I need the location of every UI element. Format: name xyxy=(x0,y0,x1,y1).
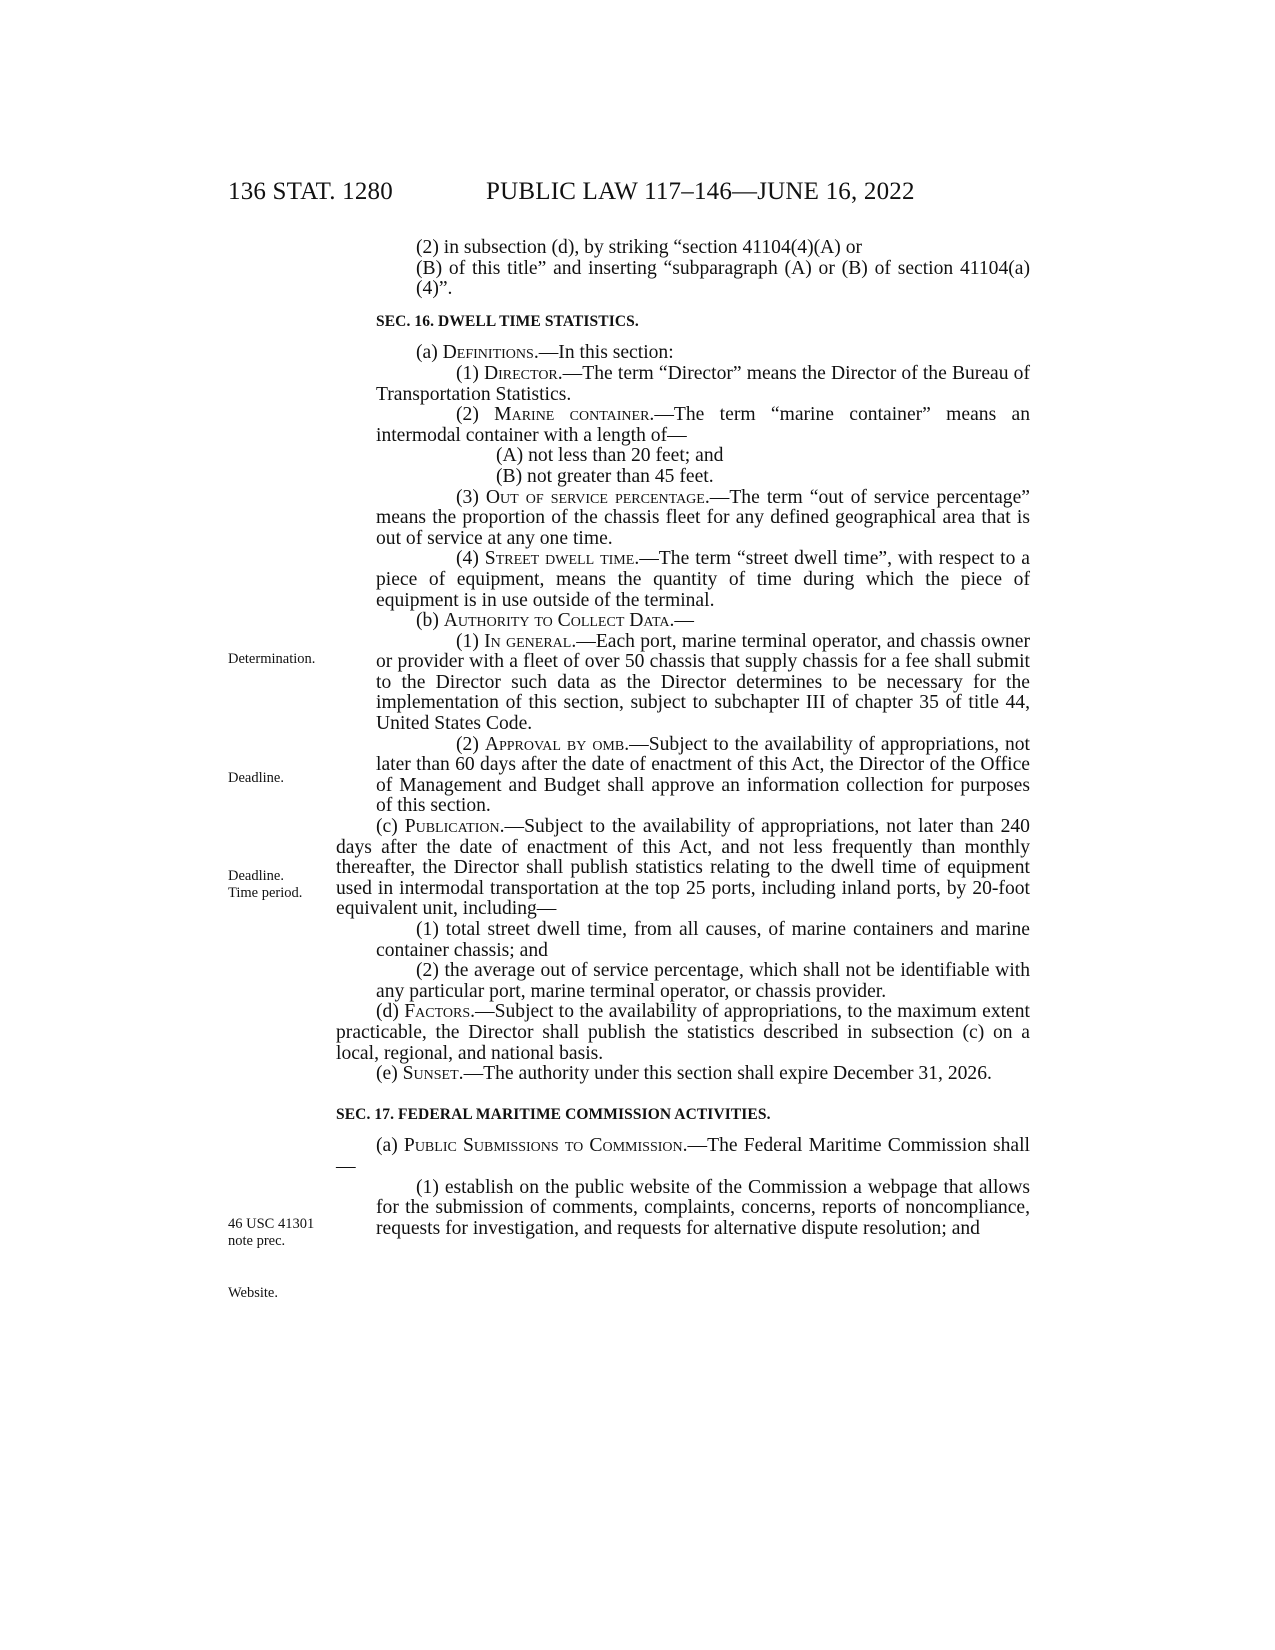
label: (b) xyxy=(416,610,444,632)
section-17-title: SEC. 17. FEDERAL MARITIME COMMISSION ACTIVITIES. xyxy=(336,1105,771,1123)
subsection-c xyxy=(336,817,1030,920)
heading: Director xyxy=(483,362,558,384)
text: .— xyxy=(669,610,695,632)
label: (a) xyxy=(376,1135,404,1157)
subsection-e xyxy=(336,1064,1030,1085)
paragraph-b1 xyxy=(376,632,1030,735)
text: .—The authority under this section shall expire December 31, 2026. xyxy=(458,1063,992,1085)
heading: Public Submissions to Commission xyxy=(403,1135,683,1157)
text: .—The Federal Maritime Commission shall— xyxy=(336,1135,1030,1177)
page-stat-citation: 136 STAT. 1280 xyxy=(228,178,393,205)
label: (e) xyxy=(376,1063,403,1085)
margin-note-deadline-2: Deadline. xyxy=(228,868,284,884)
heading: Street dwell time xyxy=(484,548,635,570)
heading: Out of service percentage xyxy=(485,486,705,508)
text: .—The term “marine container” means an intermodal container with a length of— xyxy=(376,404,1031,446)
label: (4) xyxy=(456,548,485,570)
margin-note-time-period: Time period. xyxy=(228,885,303,901)
label: (1) xyxy=(456,362,484,384)
page-header-title: PUBLIC LAW 117–146—JUNE 16, 2022 xyxy=(486,178,915,205)
label: (2) xyxy=(456,404,495,426)
text: .—Subject to the availability of appropriations, not later than 60 days after the date of enactment of this Act, the Director of the Office of Management and Budget shall approve an information collection for purposes of this section. xyxy=(376,733,1030,817)
label: (2) xyxy=(456,733,485,755)
subsection-d xyxy=(336,1002,1030,1064)
paragraph-intro-cont: (B) of this title” and inserting “subparagraph (A) or (B) of section 41104(a)(4)”. xyxy=(416,257,1030,300)
text: .—The term “Director” means the Director of the Bureau of Transportation Statistics. xyxy=(376,362,1030,405)
paragraph-a3 xyxy=(376,488,1030,550)
document-body xyxy=(336,237,1031,1239)
text: .—The term “street dwell time”, with respect to a piece of equipment, means the quantity of time during which the piece of equipment is in use outside of the terminal. xyxy=(376,548,1030,611)
label: (3) xyxy=(456,486,486,508)
text: .—In this section: xyxy=(533,342,674,364)
text: .—The term “out of service percentage” means the proportion of the chassis fleet for any defined geographical area that is out of service at any one time. xyxy=(376,486,1031,549)
heading: Factors xyxy=(404,1001,471,1023)
section-17-subsection-a xyxy=(336,1136,1030,1177)
label: (a) xyxy=(416,342,443,364)
heading: Definitions xyxy=(442,342,534,364)
heading: Sunset xyxy=(402,1063,459,1085)
subparagraph-a2A: (A) not less than 20 feet; and xyxy=(496,445,724,467)
subsection-b xyxy=(376,611,1030,632)
paragraph-b2 xyxy=(376,735,1030,817)
margin-note-determination: Determination. xyxy=(228,651,316,667)
text: .—Subject to the availability of appropriations, to the maximum extent practicable, the Director shall publish the statistics described in subsection (c) on a local, regional, and national basis. xyxy=(336,1001,1030,1064)
paragraph-a1 xyxy=(376,364,1030,405)
paragraph-c1: (1) total street dwell time, from all causes, of marine containers and marine container chassis; and xyxy=(376,919,1030,961)
heading: In general xyxy=(484,630,572,652)
section-17-paragraph-a1: (1) establish on the public website of the Commission a webpage that allows for the submission of comments, complaints, concerns, reports of noncompliance, requests for investigation, and requests for alternative dispute resolution; and xyxy=(376,1176,1030,1239)
paragraph-a2 xyxy=(376,405,1030,446)
subsection-a xyxy=(376,343,1030,364)
paragraph-intro-line xyxy=(416,238,1030,259)
subparagraph-a2B: (B) not greater than 45 feet. xyxy=(496,465,714,487)
margin-note-usc-citation: 46 USC 41301 xyxy=(228,1216,315,1232)
paragraph-c2: (2) the average out of service percentage, which shall not be identifiable with any particular port, marine terminal operator, or chassis provider. xyxy=(376,960,1030,1002)
heading: Marine container xyxy=(494,404,650,426)
label: (1) xyxy=(456,630,485,652)
heading: Approval by omb xyxy=(484,733,625,755)
margin-note-website: Website. xyxy=(228,1285,278,1301)
label: (d) xyxy=(376,1001,405,1023)
heading: Authority to Collect Data xyxy=(443,610,670,632)
text: .—Each port, marine terminal operator, and chassis owner or provider with a fleet of over 50 chassis that supply chassis for a fee shall submit to the Director such data as the Director determines to be necessary for the implementation of this section, subject to subchapter III of chapter 35 of title 44, United States Code. xyxy=(376,630,1031,735)
paragraph-a4 xyxy=(376,549,1030,611)
heading: Publication xyxy=(404,816,500,838)
margin-note-usc-note: note prec. xyxy=(228,1233,286,1249)
text-span: (2) in subsection (d), by striking “section 41104(4)(A) or xyxy=(416,237,863,258)
section-16-title: SEC. 16. DWELL TIME STATISTICS. xyxy=(376,312,639,330)
margin-note-deadline: Deadline. xyxy=(228,770,284,786)
text: .—Subject to the availability of appropriations, not later than 240 days after the date of enactment of this Act, and not less frequently than monthly thereafter, the Director shall publish statistics relating to the dwell time of equipment used in intermodal transportation at the top 25 ports, including inland ports, by 20-foot equivalent unit, including— xyxy=(336,816,1030,920)
label: (c) xyxy=(376,816,405,838)
